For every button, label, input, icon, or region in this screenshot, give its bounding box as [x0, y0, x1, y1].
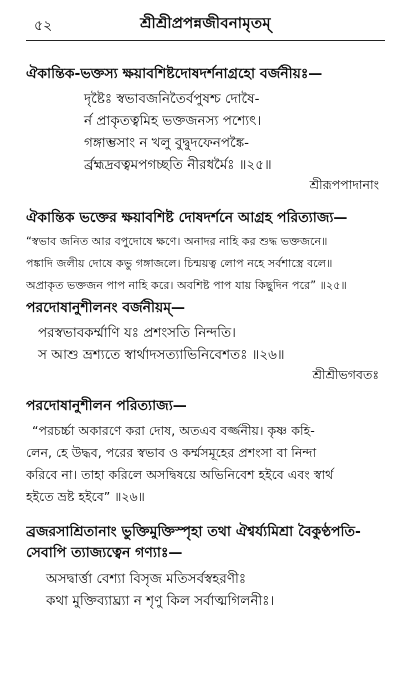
verse-line: অসদ্বার্ত্তা বেশ্যা বিসৃজ মতিসর্বস্বহরণীঃ: [46, 571, 247, 587]
verse-line: র্ন প্রাকৃতত্বমিহ ভক্তজনস্য পশ্যেৎ।: [84, 113, 262, 129]
section-sanskrit-verse-26: [26, 298, 385, 384]
verse-line: র্ব্রহ্মদ্রবত্বমপগচ্ছতি নীরধর্মৈঃ ॥২৫॥: [84, 157, 272, 173]
verse-line: দৃষ্টৈঃ স্বভাবজনিতৈর্বপুষশ্চ দোষৈ-: [84, 91, 260, 107]
section-heading-continued: সেবাপি ত্যাজ্যত্বেন গণ্যাঃ—: [26, 545, 183, 561]
verse-line: “স্বভাব জনিত আর বপুদোষে ক্ষণে। অনাদর নাহি কর শুদ্ধ ভক্তজনে॥: [26, 235, 328, 248]
section-heading: ঐকান্তিক ভক্তের ক্ষয়াবশিষ্ট দোষদর্শনে আগ্রহ পরিত্যাজ্য—: [26, 210, 348, 226]
page-header: [26, 10, 385, 36]
header-rule: [26, 40, 385, 41]
verse-attribution: শ্রীশ্রীভগবতঃ: [312, 367, 379, 382]
section-bengali-verse-25: [26, 208, 385, 297]
verse-attribution: শ্রীরূপপাদানাং: [309, 177, 379, 192]
section-heading: ঐকান্তিক-ভক্তস্য ক্ষয়াবশিষ্টদোষদর্শনাগ্রহো বর্জনীয়ঃ—: [26, 66, 323, 82]
verse-line: পঙ্কাদি জলীয় দোষে কভু গঙ্গাজলে। চিন্ময়ত্ব লোপ নহে সর্বশাস্ত্রে বলে॥: [26, 257, 333, 270]
page-number: ৫২: [34, 18, 53, 34]
verse-line: কথা মুক্তিব্যাঘ্র্যা ন শৃণু কিল সর্বাত্মগিলনীঃ।: [46, 593, 275, 609]
section-sanskrit-verse-25: [26, 64, 385, 194]
section-heading: পরদোষানুশীলনং বর্জনীয়ম্—: [26, 300, 186, 316]
section-heading: ব্রজরসাশ্রিতানাং ভুক্তিমুক্তিস্পৃহা তথা ঐশ্বর্য্যমিশ্রা বৈকুণ্ঠপতি-: [26, 524, 361, 540]
verse-line: গঙ্গাম্ভসাং ন খলু বুদ্বুদফেনপঙ্কৈ-: [84, 135, 250, 151]
prose-line: লেন, হে উদ্ধব, পরের স্বভাব ও কর্ম্মসমূহের প্রশংসা বা নিন্দা: [26, 445, 317, 460]
section-bengali-prose-26: [26, 396, 385, 508]
verse-line: অপ্রাকৃত ভক্তজন পাপ নাহি করে। অবশিষ্ট পাপ যায় কিছুদিন পরে” ॥২৫॥: [26, 279, 347, 292]
section-heading: পরদোষানুশীলন পরিত্যাজ্য—: [26, 398, 187, 414]
prose-line: করিবে না। তাহা করিলে অসদ্বিষয়ে অভিনিবেশ হইবে এবং স্বার্থ: [26, 467, 334, 482]
prose-line: “পরচর্চ্চা অকারণে করা দোষ, অতএব বর্জ্জনীয়। কৃষ্ণ কহি-: [32, 423, 315, 438]
verse-line: স আশু ভ্রশ্যতে স্বার্থাদসত্যাভিনিবেশতঃ ॥২৬॥: [38, 347, 285, 363]
section-braja-rasa: [26, 522, 385, 612]
running-title: শ্রীশ্রীপ্রপন্নজীবনামৃতম্: [140, 14, 271, 32]
verse-line: পরস্বভাবকর্ম্মাণি যঃ প্রশংসতি নিন্দতি।: [38, 325, 236, 341]
prose-line: হইতে ভ্রষ্ট হইবে” ॥২৬॥: [26, 489, 145, 504]
